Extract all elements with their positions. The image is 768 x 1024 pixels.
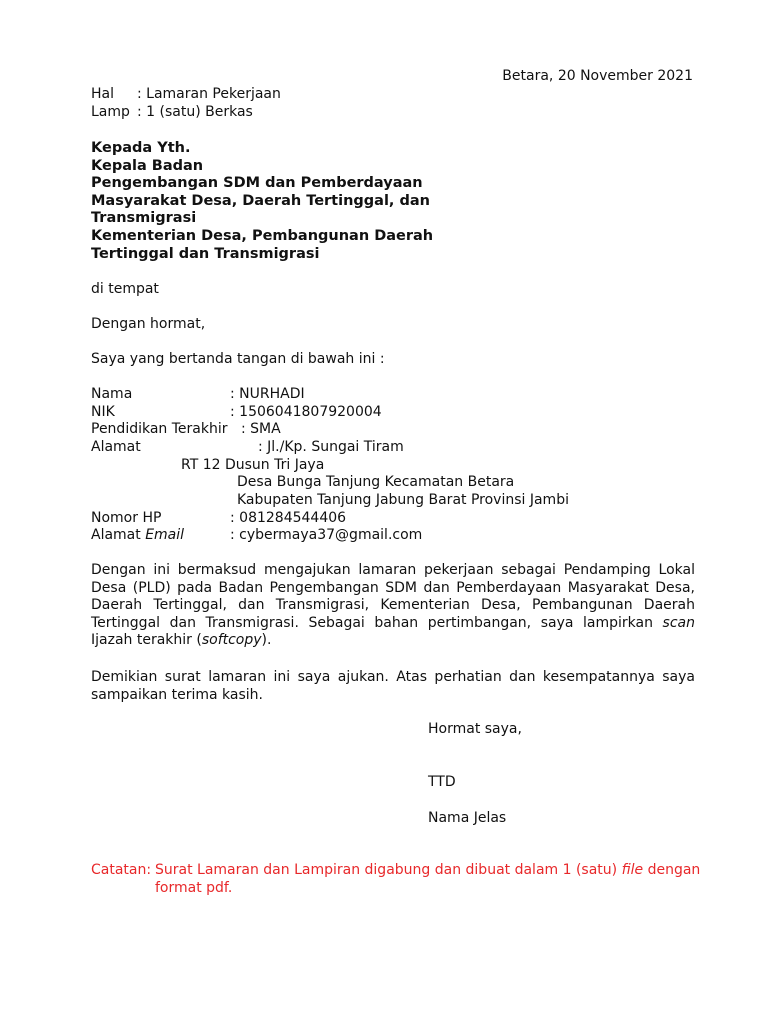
email-value: : cybermaya37@gmail.com — [230, 527, 423, 543]
note-label: Catatan: — [91, 862, 152, 878]
recipient-line: Kepala Badan — [91, 157, 204, 174]
address-line-3: Desa Bunga Tanjung Kecamatan Betara — [237, 474, 515, 490]
signer-name: Nama Jelas — [428, 810, 507, 826]
address-line-4: Kabupaten Tanjung Jabung Barat Provinsi Jambi — [237, 492, 569, 508]
name-value: : NURHADI — [230, 386, 305, 402]
body1-text-1: Dengan ini bermaksud mengajukan lamaran pekerjaan sebagai Pendamping Lokal Desa (PLD) pada Badan Pengembangan SDM dan Pemberdayaan Masyarakat Desa, Daerah Tertinggal, dan Transmigrasi, Kementerian Desa, Pembangunan Daerah Tertinggal dan Transmigrasi. Sebagai bahan pertimbangan, saya lampirkan — [91, 562, 695, 631]
subject-label: Hal — [91, 86, 114, 102]
body-paragraph-1 — [91, 562, 695, 650]
attachment-value: : 1 (satu) Berkas — [137, 104, 253, 120]
subject-value: : Lamaran Pekerjaan — [137, 86, 281, 102]
address-line-2: RT 12 Dusun Tri Jaya — [181, 457, 325, 473]
body1-scan: scan — [662, 614, 695, 631]
letter-date: Betara, 20 November 2021 — [502, 68, 693, 84]
recipient-line: Transmigrasi — [91, 210, 197, 227]
email-label — [91, 527, 184, 545]
recipient-line: Kepada Yth. — [91, 140, 191, 156]
signature-placeholder: TTD — [428, 774, 456, 790]
body1-softcopy: softcopy — [201, 632, 262, 649]
recipient-line: Tertinggal dan Transmigrasi — [91, 245, 320, 262]
education-value: : SMA — [241, 421, 281, 437]
email-label-prefix: Alamat — [91, 527, 146, 543]
phone-label: Nomor HP — [91, 510, 162, 526]
phone-value: : 081284544406 — [230, 510, 347, 526]
address-label: Alamat — [91, 439, 141, 455]
greeting: Dengan hormat, — [91, 316, 206, 332]
body1-text-3: ). — [261, 632, 272, 649]
intro-line: Saya yang bertanda tangan di bawah ini : — [91, 351, 385, 367]
recipient-line: Masyarakat Desa, Daerah Tertinggal, dan — [91, 192, 430, 209]
recipient-line: Kementerian Desa, Pembangunan Daerah — [91, 227, 434, 244]
place-line: di tempat — [91, 281, 159, 297]
recipient-block — [91, 140, 434, 263]
attachment-label: Lamp — [91, 104, 130, 120]
note-line-1 — [155, 862, 700, 880]
closing: Hormat saya, — [428, 721, 522, 737]
education-label: Pendidikan Terakhir — [91, 421, 228, 437]
note-text-2: dengan — [643, 862, 701, 878]
address-line-1: : Jl./Kp. Sungai Tiram — [258, 439, 404, 455]
note-file: file — [621, 862, 644, 878]
email-label-italic: Email — [145, 527, 185, 543]
name-label: Nama — [91, 386, 133, 402]
recipient-line: Pengembangan SDM dan Pemberdayaan — [91, 175, 423, 192]
nik-label: NIK — [91, 404, 115, 420]
nik-value: : 1506041807920004 — [230, 404, 382, 420]
body-paragraph-2: Demikian surat lamaran ini saya ajukan. Atas perhatian dan kesempatannya saya sampaikan terima kasih. — [91, 669, 695, 703]
body1-text-2: Ijazah terakhir ( — [91, 632, 202, 649]
note-line-2: format pdf. — [155, 880, 233, 896]
note-text-1: Surat Lamaran dan Lampiran digabung dan dibuat dalam 1 (satu) — [155, 862, 622, 878]
